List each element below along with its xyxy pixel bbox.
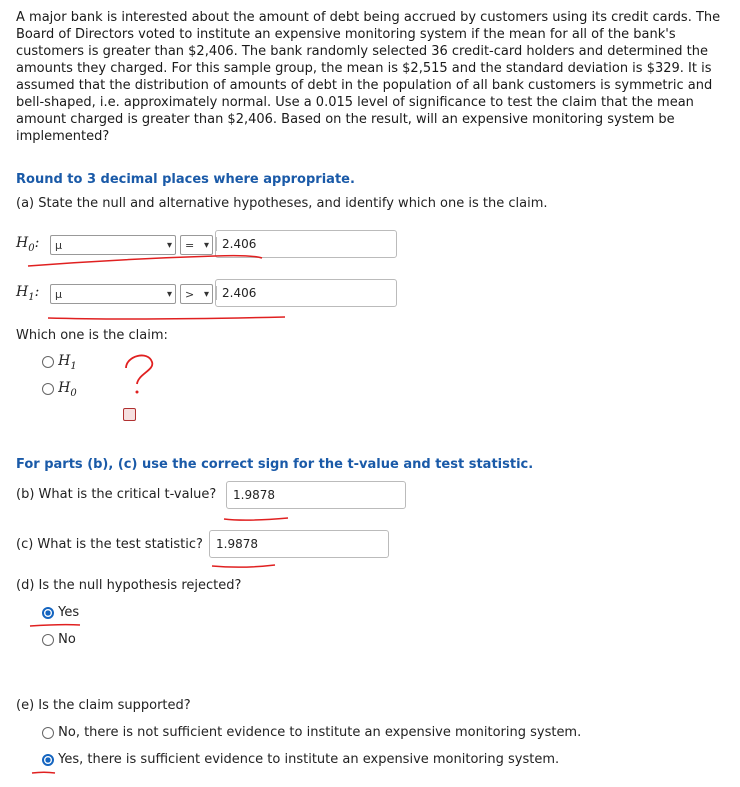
part-b-question: (b) What is the critical t-value? <box>16 487 217 502</box>
support-yes-label: Yes, there is sufficient evidence to institute an expensive monitoring system. <box>58 752 560 767</box>
chevron-down-icon: ▾ <box>203 239 209 251</box>
part-e-question: (e) Is the claim supported? <box>16 698 191 713</box>
underline-test-stat <box>212 565 275 567</box>
h1-parameter-value: μ <box>55 287 62 301</box>
chevron-down-icon: ▾ <box>203 288 209 300</box>
claim-h0-label: $H_0$ <box>58 380 77 399</box>
underline-h1 <box>48 317 285 319</box>
h0-value: 2.406 <box>216 237 256 251</box>
underline-h0 <box>28 256 262 266</box>
claim-question: Which one is the claim: <box>16 328 168 343</box>
test-statistic-value: 1.9878 <box>216 537 258 551</box>
h0-label: $H_0$: <box>16 235 40 254</box>
question-mark-annotation <box>126 355 152 384</box>
underline-support <box>32 772 55 773</box>
sign-note: For parts (b), (c) use the correct sign for the t-value and test statistic. <box>16 457 534 472</box>
h1-label: $H_1$: <box>16 284 40 303</box>
h0-parameter-value: μ <box>55 238 62 252</box>
critical-t-value: 1.9878 <box>233 488 275 502</box>
part-d-question: (d) Is the null hypothesis rejected? <box>16 578 242 593</box>
round-note: Round to 3 decimal places where appropriate. <box>16 172 355 187</box>
underline-critical <box>224 518 288 520</box>
part-c-question: (c) What is the test statistic? <box>16 537 203 552</box>
support-no-label: No, there is not sufficient evidence to institute an expensive monitoring system. <box>58 725 582 740</box>
reject-no-label: No <box>58 632 76 647</box>
reject-yes-label: Yes <box>58 605 80 620</box>
chevron-down-icon: ▾ <box>166 239 172 251</box>
h0-operator-value: = <box>185 238 195 252</box>
underline-yes <box>30 625 80 626</box>
chevron-down-icon: ▾ <box>166 288 172 300</box>
problem-statement: A major bank is interested about the amount of debt being accrued by customers using its credit cards. The Board of Directors voted to institute an expensive monitoring system if the mean for all of the bank's customers is greater than $2,406. The bank randomly selected 36 credit-card holders and determined the amounts they charged. For this sample group, the mean is $2,515 and the standard deviation is $329. It is assumed that the distribution of amounts of debt in the population of all bank customers is symmetric and bell-shaped, i.e. approximately normal. Use a 0.015 level of significance to test the claim that the mean amount charged is greater than $2,406. Based on the result, will an expensive monitoring system be implemented? <box>16 10 721 144</box>
claim-h1-label: $H_1$ <box>58 353 77 372</box>
h1-operator-value: > <box>185 287 195 301</box>
h1-value: 2.406 <box>216 286 256 300</box>
part-a-question: (a) State the null and alternative hypotheses, and identify which one is the claim. <box>16 196 548 211</box>
